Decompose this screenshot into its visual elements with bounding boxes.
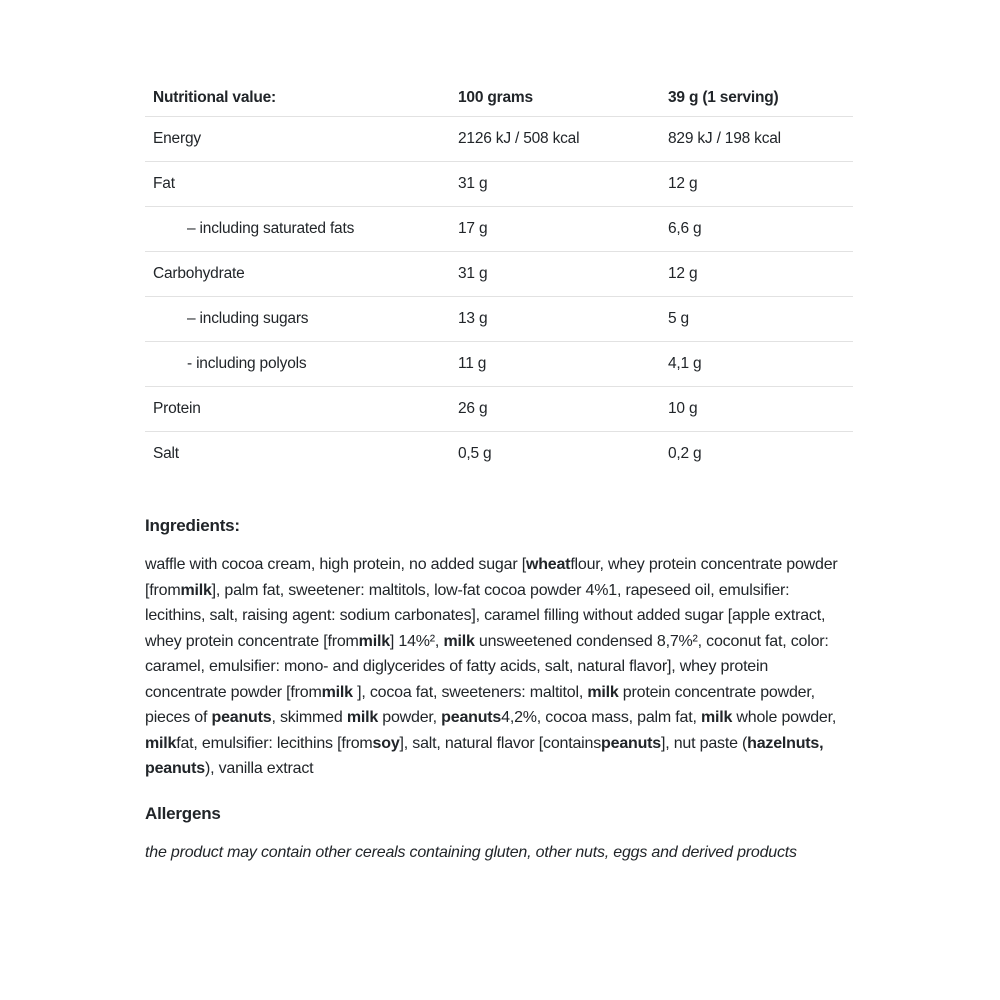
value-100g: 11 g (458, 354, 487, 372)
ingredients-text: waffle with cocoa cream, high protein, no added sugar [wheatflour, whey protein concentrate powder [frommilk], palm fat, sweetener: maltitols, low-fat cocoa powder 4%1, rapeseed oil, emulsifier: lecithins, salt, raising agent: sodium carbonates], caramel filling without added sugar [apple extract, whey protein concentrate [frommilk] 14%², milk unsweetened condensed 8,7%², coconut fat, color: caramel, emulsifier: mono- and diglycerides of fatty acids, salt, natural flavor], whey protein concentrate powder [frommilk ], cocoa fat, sweeteners: maltitol, milk protein concentrate powder, pieces of peanuts, skimmed milk powder, peanuts4,2%, cocoa mass, palm fat, milk whole powder, milkfat, emulsifier: lecithins [fromsoy], salt, natural flavor [containspeanuts], nut paste (hazelnuts, peanuts), vanilla extract (145, 556, 838, 777)
allergens-text: the product may contain other cereals containing gluten, other nuts, eggs and derived products (145, 843, 797, 861)
table-row-saturated-fats (145, 207, 853, 252)
row-label: Carbohydrate (153, 264, 245, 282)
value-100g: 31 g (458, 174, 488, 192)
row-label: – including sugars (187, 309, 309, 327)
nutrition-table-header-row (145, 80, 853, 117)
row-label: – including saturated fats (187, 219, 355, 237)
value-100g: 31 g (458, 264, 488, 282)
table-row-energy (145, 117, 853, 162)
value-serving: 6,6 g (668, 219, 702, 237)
allergens-heading: Allergens (145, 803, 221, 823)
nutrition-table (145, 80, 853, 477)
value-serving: 10 g (668, 399, 698, 417)
table-row-polyols (145, 342, 853, 387)
table-row-salt (145, 432, 853, 477)
product-info-content (145, 80, 853, 865)
value-100g: 2126 kJ / 508 kcal (458, 129, 580, 147)
column-header-serving: 39 g (1 serving) (668, 88, 779, 106)
table-row-fat (145, 162, 853, 207)
table-row-carbohydrate (145, 252, 853, 297)
row-label: Energy (153, 129, 201, 147)
value-serving: 12 g (668, 174, 698, 192)
column-header-nutritional-value: Nutritional value: (153, 88, 276, 106)
value-serving: 0,2 g (668, 445, 702, 463)
row-label: Salt (153, 445, 179, 463)
row-label: - including polyols (187, 354, 307, 372)
row-label: Fat (153, 174, 175, 192)
value-serving: 12 g (668, 264, 698, 282)
table-row-protein (145, 387, 853, 432)
value-100g: 26 g (458, 399, 488, 417)
value-100g: 13 g (458, 309, 488, 327)
value-serving: 4,1 g (668, 354, 702, 372)
row-label: Protein (153, 399, 201, 417)
column-header-100-grams: 100 grams (458, 88, 533, 106)
value-100g: 17 g (458, 219, 488, 237)
value-serving: 829 kJ / 198 kcal (668, 129, 781, 147)
value-serving: 5 g (668, 309, 689, 327)
value-100g: 0,5 g (458, 445, 492, 463)
ingredients-heading: Ingredients: (145, 516, 240, 535)
table-row-sugars (145, 297, 853, 342)
